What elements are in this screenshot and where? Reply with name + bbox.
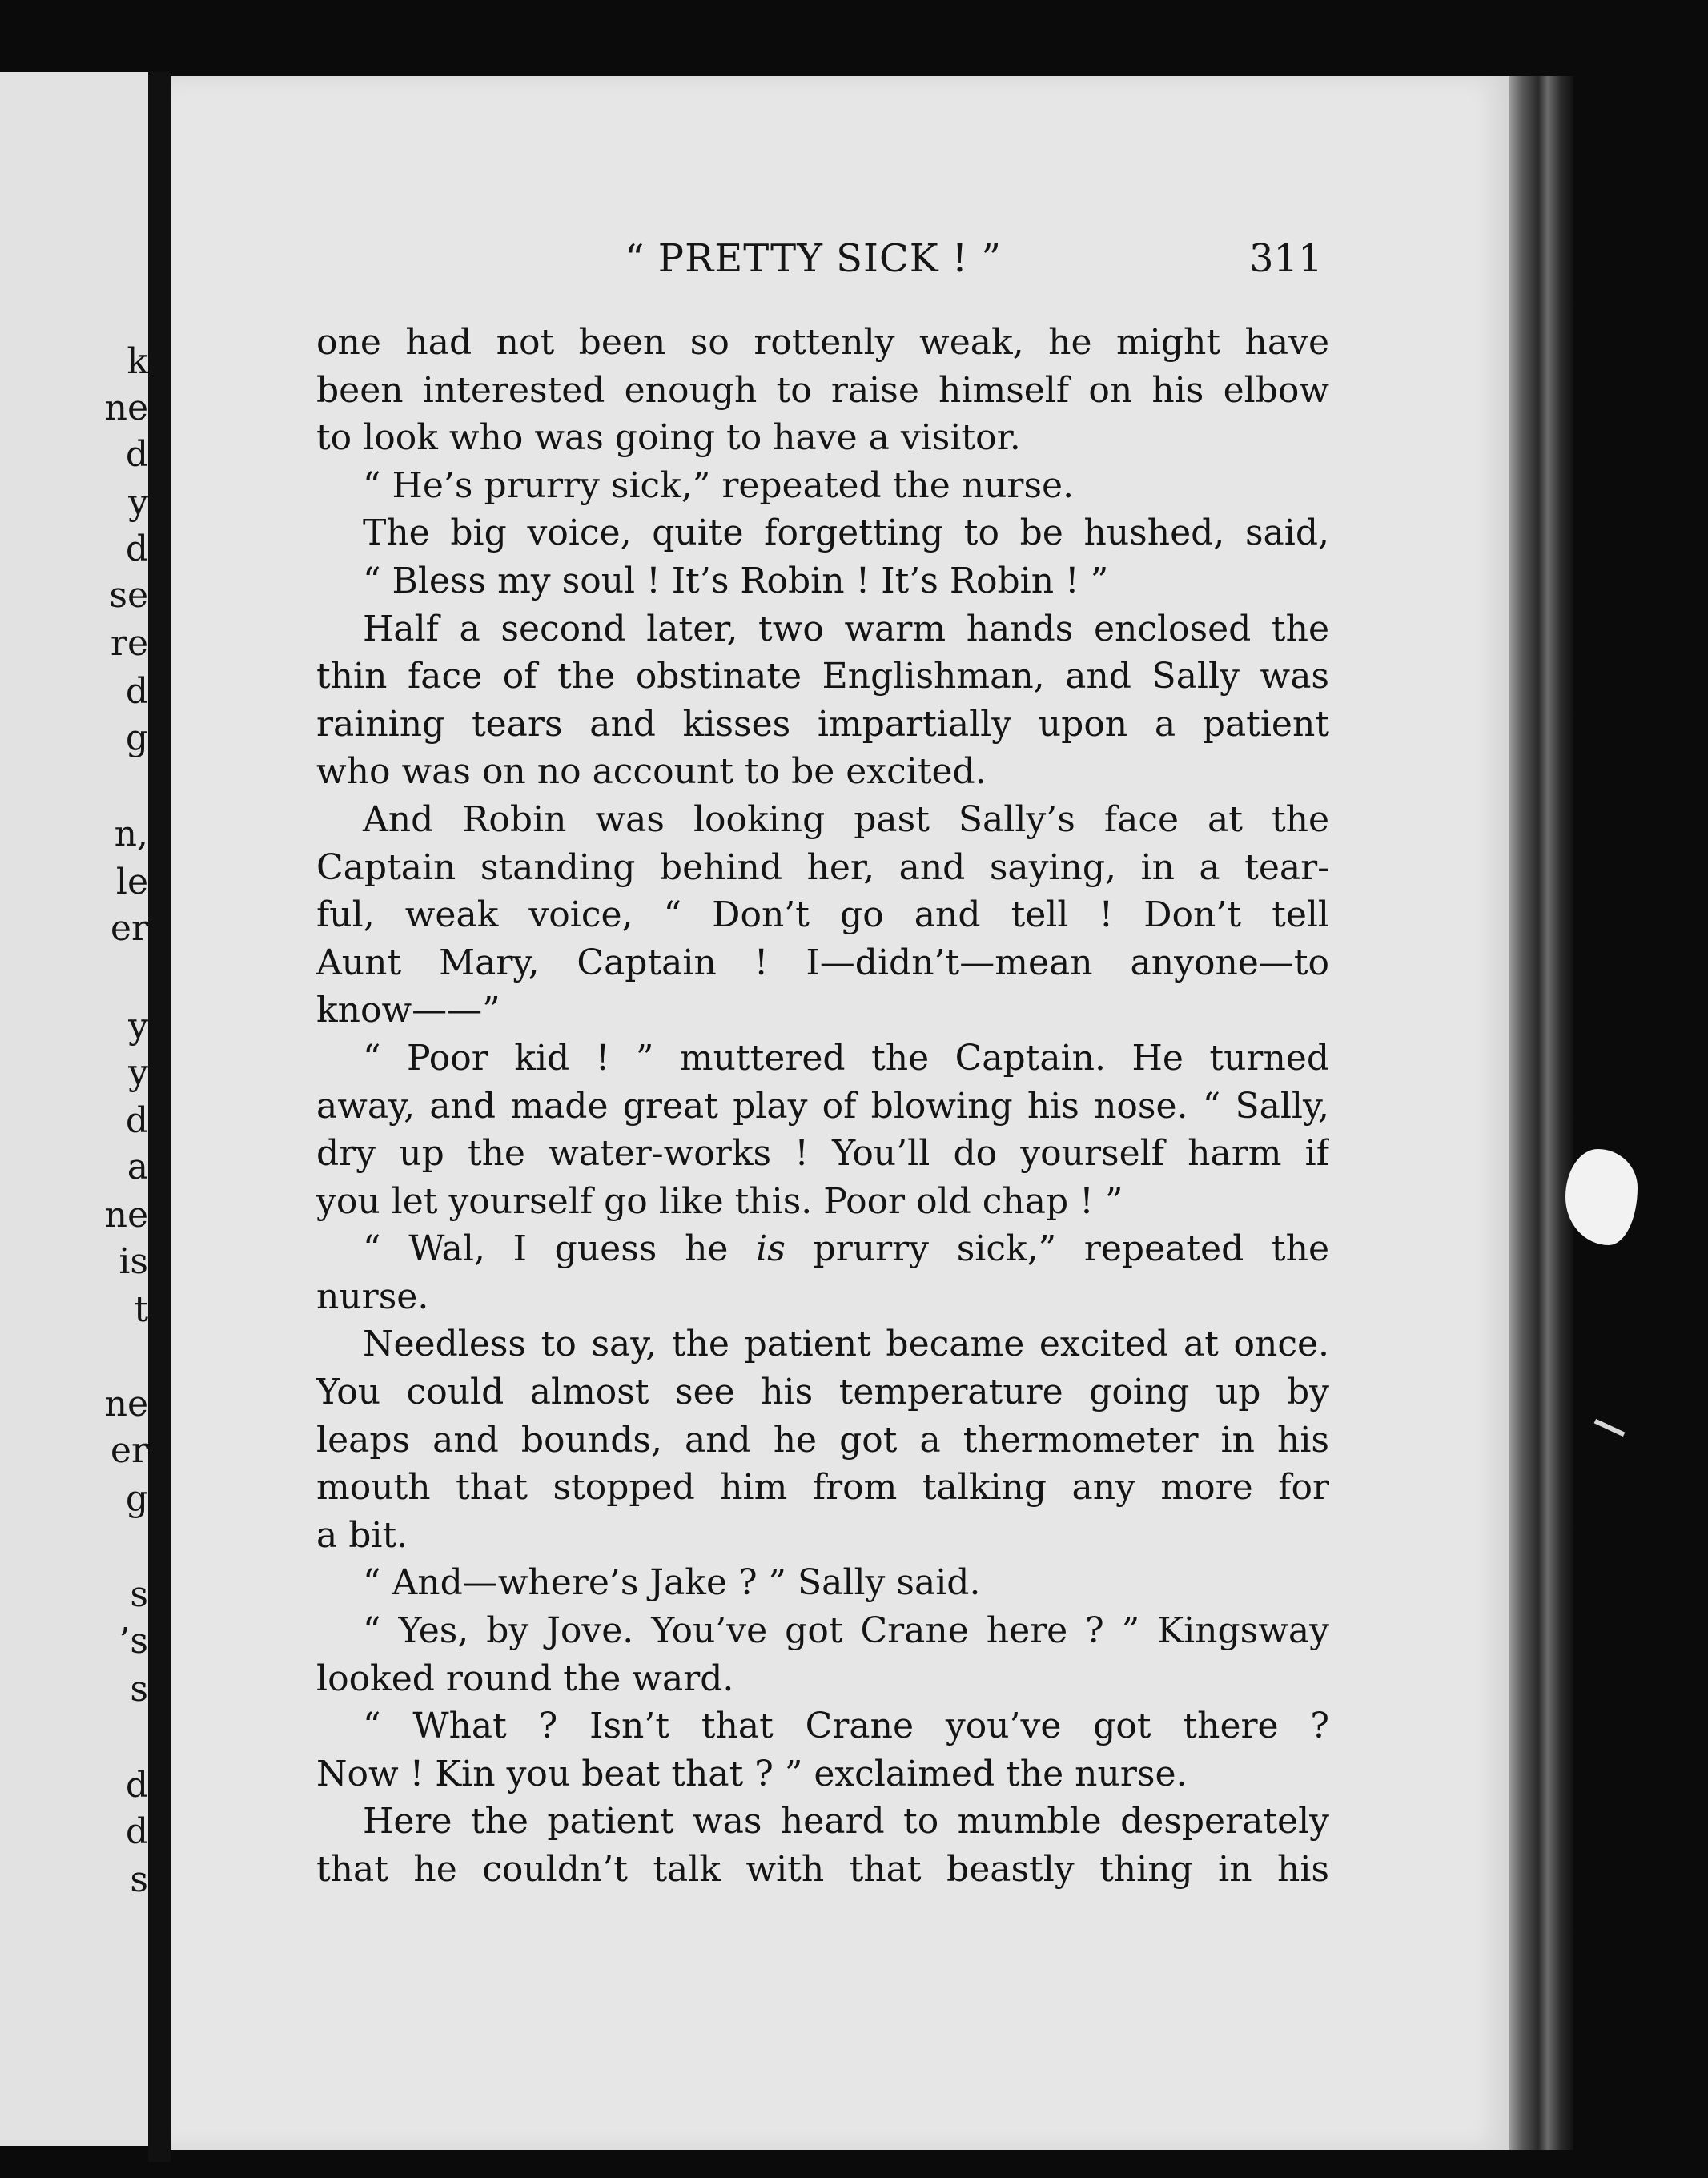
- text-line: mouth that stopped him from talking any more for: [316, 1467, 1329, 1509]
- text-line: “ What ? Isn’t that Crane you’ve got there ?: [363, 1706, 1329, 1747]
- running-head: “ PRETTY SICK ! ”: [625, 236, 1002, 281]
- text-line: looked round the ward.: [316, 1658, 734, 1699]
- text-line: away, and made great play of blowing his nose. “ Sally,: [316, 1085, 1329, 1127]
- text-line: “ Wal, I guess he is prurry sick,” repeated the: [363, 1228, 1329, 1270]
- facing-page-fragment: y: [128, 1052, 148, 1093]
- text-line: nurse.: [316, 1276, 429, 1317]
- facing-page-fragment: g: [125, 1478, 148, 1519]
- text-line: leaps and bounds, and he got a thermometer in his: [316, 1419, 1329, 1461]
- facing-page-fragment: le: [115, 862, 148, 902]
- facing-page-fragment: t: [134, 1289, 148, 1330]
- text-line: Aunt Mary, Captain ! I—didn’t—mean anyone—to: [316, 942, 1329, 983]
- facing-page-fragment: is: [119, 1241, 148, 1282]
- text-line: thin face of the obstinate Englishman, and Sally was: [316, 656, 1329, 697]
- text-line: Here the patient was heard to mumble desperately: [363, 1801, 1329, 1842]
- text-line: “ Poor kid ! ” muttered the Captain. He turned: [363, 1037, 1329, 1079]
- facing-page-fragment: d: [125, 1765, 148, 1806]
- page-edges: [1509, 76, 1573, 2150]
- facing-page-fragment: y: [128, 1006, 148, 1047]
- facing-page-fragment: ne: [104, 388, 148, 428]
- text-line: know——”: [316, 990, 500, 1031]
- text-line: dry up the water-works ! You’ll do yourself harm if: [316, 1133, 1329, 1175]
- text-line: Half a second later, two warm hands enclosed the: [363, 608, 1329, 649]
- facing-page-fragment: ’s: [119, 1621, 148, 1662]
- text-line: Captain standing behind her, and saying, in a tear-: [316, 846, 1329, 888]
- facing-page-fragment: ne: [104, 1195, 148, 1236]
- scan-speck: [1594, 1419, 1626, 1437]
- page-number: 311: [1249, 236, 1323, 281]
- facing-page: [0, 72, 148, 2146]
- text-line: “ Yes, by Jove. You’ve got Crane here ? ” Kingsway: [363, 1610, 1329, 1652]
- page-body-text: [316, 319, 1329, 1894]
- text-line: ful, weak voice, “ Don’t go and tell ! Don’t tell: [316, 894, 1329, 936]
- text-line: you let yourself go like this. Poor old chap ! ”: [316, 1180, 1123, 1222]
- text-line: The big voice, quite forgetting to be hushed, said,: [363, 512, 1329, 554]
- facing-page-fragment: ne: [104, 1384, 148, 1425]
- text-line: been interested enough to raise himself on his elbow: [316, 369, 1329, 411]
- facing-page-fragment: se: [109, 575, 148, 616]
- facing-page-fragment: d: [125, 1100, 148, 1141]
- text-line: Needless to say, the patient became excited at once.: [363, 1324, 1329, 1365]
- facing-page-fragment: d: [125, 528, 148, 569]
- book-gutter: [148, 72, 171, 2162]
- facing-page-fragment: s: [130, 1574, 148, 1615]
- facing-page-fragment: d: [125, 671, 148, 712]
- facing-page-fragment: g: [125, 717, 148, 758]
- facing-page-fragment: n,: [114, 814, 148, 854]
- facing-page-fragment: s: [130, 1669, 148, 1710]
- text-line: “ Bless my soul ! It’s Robin ! It’s Robin ! ”: [363, 560, 1109, 601]
- text-line: to look who was going to have a visitor.: [316, 417, 1021, 459]
- facing-page-fragment: s: [130, 1859, 148, 1900]
- facing-page-fragment: a: [127, 1147, 148, 1187]
- text-line: “ And—where’s Jake ? ” Sally said.: [363, 1562, 981, 1604]
- text-line: one had not been so rottenly weak, he might have: [316, 322, 1329, 363]
- text-line: raining tears and kisses impartially upon a patient: [316, 703, 1329, 745]
- text-line: You could almost see his temperature going up by: [316, 1372, 1329, 1413]
- facing-page-fragment: re: [110, 623, 148, 664]
- facing-page-fragment: d: [125, 434, 148, 475]
- facing-page-fragment: d: [125, 1811, 148, 1852]
- facing-page-fragment: k: [127, 341, 148, 382]
- facing-page-fragment: y: [128, 482, 148, 523]
- text-line: a bit.: [316, 1514, 408, 1556]
- text-line: “ He’s prurry sick,” repeated the nurse.: [363, 464, 1075, 506]
- text-line: And Robin was looking past Sally’s face at the: [363, 798, 1329, 840]
- text-line: Now ! Kin you beat that ? ” exclaimed the nurse.: [316, 1753, 1188, 1794]
- scan-blot: [1565, 1149, 1638, 1245]
- text-line: who was on no account to be excited.: [316, 751, 987, 793]
- facing-page-fragment: er: [110, 908, 148, 949]
- facing-page-fragment: er: [110, 1430, 148, 1471]
- text-line: that he couldn’t talk with that beastly thing in his: [316, 1849, 1329, 1890]
